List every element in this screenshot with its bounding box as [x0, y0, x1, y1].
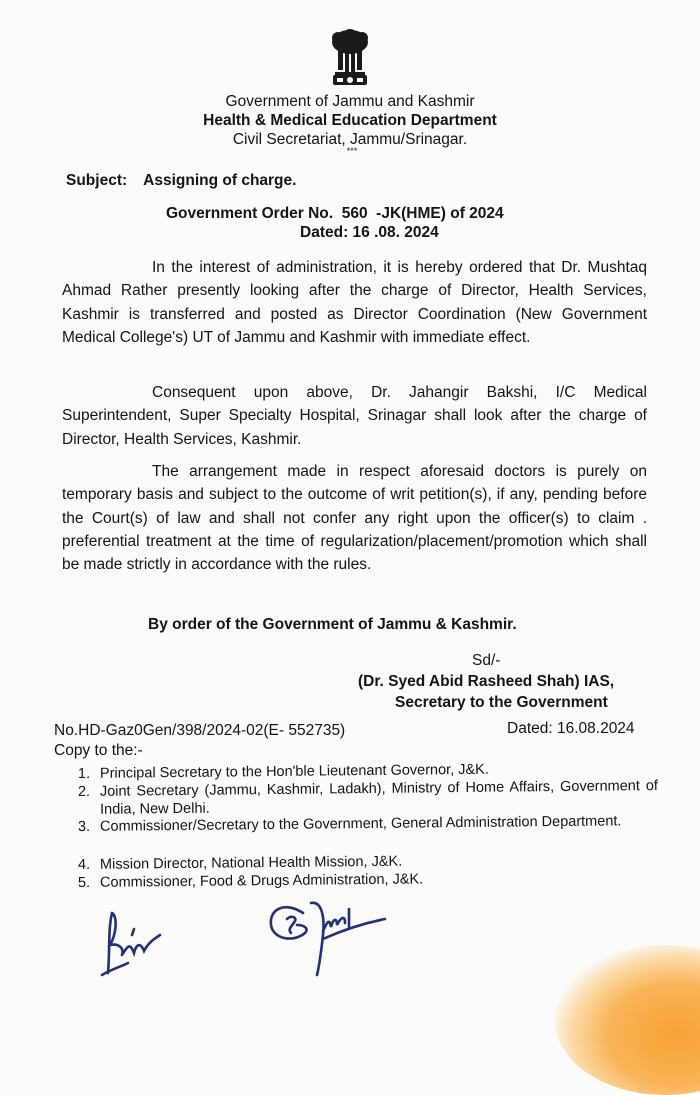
subject-text: Assigning of charge. [143, 172, 297, 189]
address: Civil Secretariat, Jammu/Srinagar. [232, 131, 468, 148]
item-text: Commissioner, Food & Drugs Administration, J&K. [99, 871, 424, 891]
national-emblem-icon [326, 28, 374, 90]
handwritten-signature-left [100, 905, 170, 980]
subject-label: Subject: [66, 172, 128, 189]
item-text: Joint Secretary (Jammu, Kashmir, Ladakh), Ministry of Home Affairs, Government of India, New Delhi. [99, 777, 658, 818]
item-number: 1. [77, 765, 91, 783]
body-paragraph: Consequent upon above, Dr. Jahangir Bakshi, I/C Medical Superintendent, Super Specialty Hospital, Srinagar shall look after the charge of Director, Health Services, Kashmir. [62, 384, 647, 448]
signatory-designation: Secretary to the Government [395, 694, 608, 711]
copy-to-label: Copy to the:- [54, 742, 143, 759]
reference-number: No.HD-Gaz0Gen/398/2024-02(E- 552735) [54, 722, 346, 739]
item-text: Commissioner/Secretary to the Government, General Administration Department. [99, 813, 622, 835]
separator: *** [346, 146, 358, 156]
body-paragraph: In the interest of administration, it is hereby ordered that Dr. Mushtaq Ahmad Rather presently looking after the charge of Director, Health Services, Kashmir is transferred and posted as Director Coordination (New Government Medical College's) UT of Jammu and Kashmir with immediate effect. [62, 259, 647, 346]
department-name: Health & Medical Education Department [203, 112, 497, 129]
item-number: 4. [77, 856, 91, 874]
reference-date: Dated: 16.08.2024 [507, 720, 635, 737]
handwritten-signature-right [265, 895, 390, 980]
subject-line [66, 172, 296, 190]
body-paragraph: The arrangement made in respect aforesaid doctors is purely on temporary basis and subject to the outcome of writ petition(s), if any, pending before the Court(s) of law and shall not confer any right upon the officer(s) to claim . preferential treatment at the time of regularization/placement/promotion which shall be made strictly in accordance with the rules. [62, 463, 647, 574]
item-number: 5. [77, 874, 91, 892]
signed-mark: Sd/- [472, 652, 501, 669]
order-date: Dated: 16 .08. 2024 [300, 224, 439, 241]
item-text: Mission Director, National Health Mission, J&K. [99, 853, 403, 873]
by-order-line: By order of the Government of Jammu & Kashmir. [148, 616, 517, 633]
item-text: Principal Secretary to the Hon'ble Lieutenant Governor, J&K. [99, 761, 489, 782]
order-number: Government Order No. 560 -JK(HME) of 2024 [166, 205, 504, 222]
item-number: 2. [77, 783, 91, 801]
signatory-name: (Dr. Syed Abid Rasheed Shah) IAS, [358, 673, 615, 690]
item-number: 3. [77, 818, 91, 836]
orange-finger-blur [555, 945, 700, 1095]
government-name: Government of Jammu and Kashmir [225, 93, 475, 110]
